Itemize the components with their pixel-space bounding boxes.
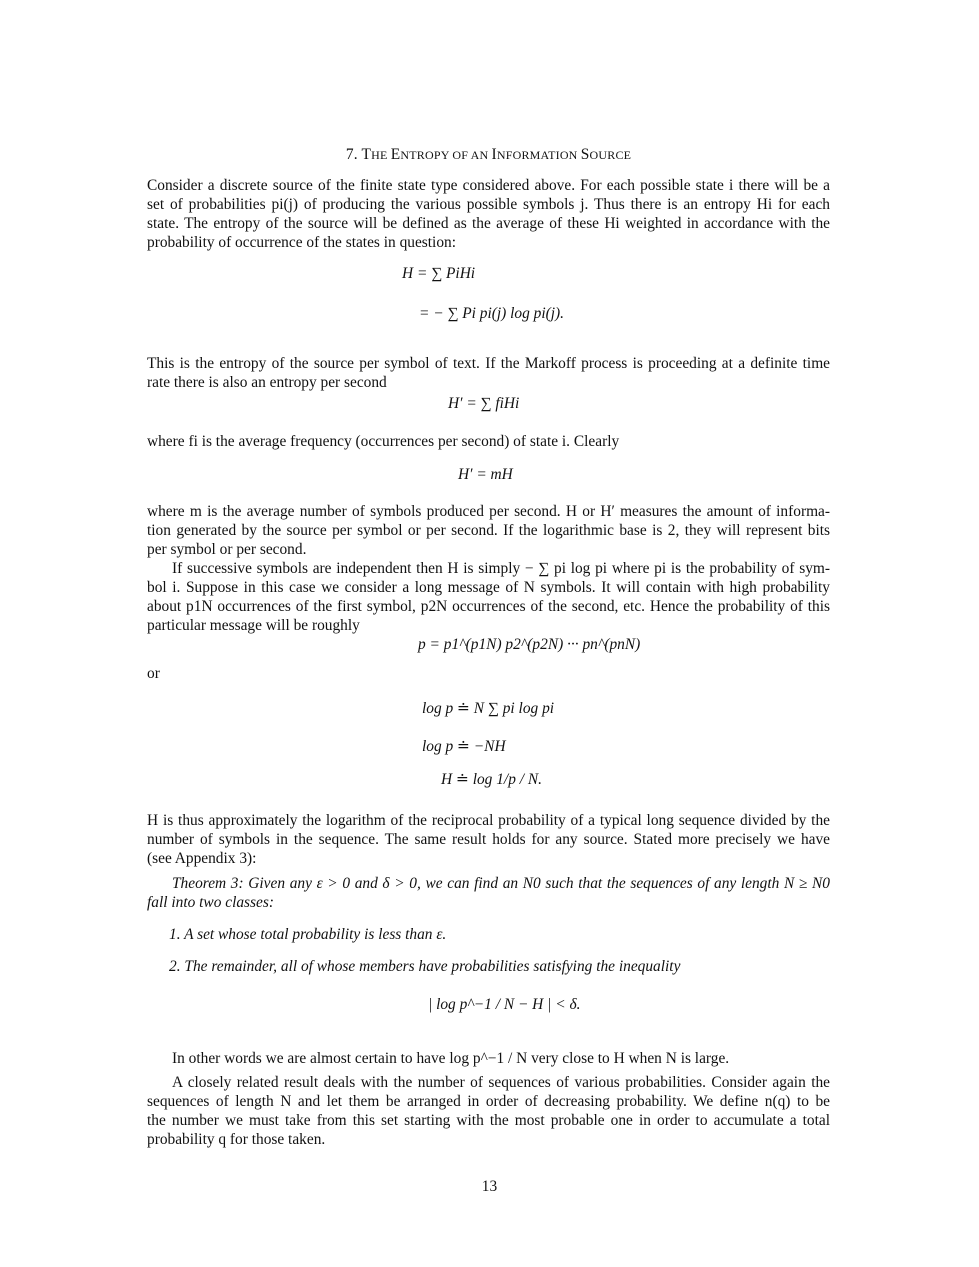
equation-h-approx: H ≐ log 1/p / N.: [441, 771, 542, 788]
para8-line: probability q for those taken.: [147, 1131, 326, 1148]
equation-log-p-sum: log p ≐ N ∑ pi log pi: [422, 700, 555, 717]
para6-line: (see Appendix 3):: [147, 850, 257, 867]
para8-line: the number we must take from this set starting with the most probable one in order to accumulate a total: [147, 1112, 830, 1129]
para4-line: where m is the average number of symbols produced per second. H or H′ measures the amount of informa-: [147, 503, 830, 520]
page-number: 13: [481, 1178, 498, 1195]
theorem-item: 2. The remainder, all of whose members have probabilities satisfying the inequality: [169, 958, 681, 975]
theorem-item: 1. A set whose total probability is less than ε.: [169, 926, 447, 943]
para4-line: tion generated by the source per symbol or per second. If the logarithmic base is 2, they will represent bits: [147, 522, 830, 539]
para5-line: about p1N occurrences of the first symbol, p2N occurrences of the second, etc. Hence the probability of this: [147, 598, 830, 615]
para5-line: bol i. Suppose in this case we consider a long message of N symbols. It will contain with high probability: [147, 579, 830, 596]
equation-entropy-per-second: H′ = ∑ fiHi: [448, 395, 520, 412]
para1-line: set of probabilities pi(j) of producing the various possible symbols j. Thus there is an entropy Hi for each: [147, 196, 830, 213]
equation-entropy-line2: = − ∑ Pi pi(j) log pi(j).: [419, 305, 565, 322]
para2-line: This is the entropy of the source per symbol of text. If the Markoff process is proceeding at a definite time: [147, 355, 830, 372]
para8-line: sequences of length N and let them be arranged in order of decreasing probability. We define n(q) to be: [147, 1093, 830, 1110]
para5-line: particular message will be roughly: [147, 617, 360, 634]
para2-line: rate there is also an entropy per second: [147, 374, 387, 391]
theorem-line: Theorem 3: Given any ε > 0 and δ > 0, we can find an N0 such that the sequences of any length N ≥ N0: [172, 875, 830, 892]
equation-entropy-line1: H = ∑ PiHi: [402, 265, 476, 282]
para5-line: If successive symbols are independent then H is simply − ∑ pi log pi where pi is the probability of sym-: [172, 560, 830, 577]
equation-h-prime: H′ = mH: [458, 466, 513, 483]
para1-line: probability of occurrence of the states in question:: [147, 234, 457, 251]
equation-log-p-nh: log p ≐ −NH: [422, 738, 506, 755]
theorem-line: fall into two classes:: [147, 894, 274, 911]
para3: where fi is the average frequency (occurrences per second) of state i. Clearly: [147, 433, 620, 450]
or-word: or: [147, 665, 160, 682]
para4-line: per symbol or per second.: [147, 541, 307, 558]
section-title: THE ENTROPY OF AN INFORMATION SOURCE: [361, 146, 632, 163]
section-heading: 7. THE ENTROPY OF AN INFORMATION SOURCE: [345, 146, 632, 163]
para1-line: state. The entropy of the source will be defined as the average of these Hi weighted in accordance with the: [147, 215, 830, 232]
para6-line: H is thus approximately the logarithm of the reciprocal probability of a typical long sequence divided by the: [147, 812, 830, 829]
para8-line: A closely related result deals with the number of sequences of various probabilities. Consider again the: [172, 1074, 830, 1091]
equation-message-probability: p = p1^(p1N) p2^(p2N) ··· pn^(pnN): [418, 636, 641, 653]
para1-line: Consider a discrete source of the finite state type considered above. For each possible state i there will be a: [147, 177, 830, 194]
para6-line: number of symbols in the sequence. The same result holds for any source. Stated more precisely we have: [147, 831, 830, 848]
para7: In other words we are almost certain to have log p^−1 / N very close to H when N is large.: [172, 1050, 730, 1067]
equation-inequality: | log p^−1 / N − H | < δ.: [428, 996, 581, 1013]
